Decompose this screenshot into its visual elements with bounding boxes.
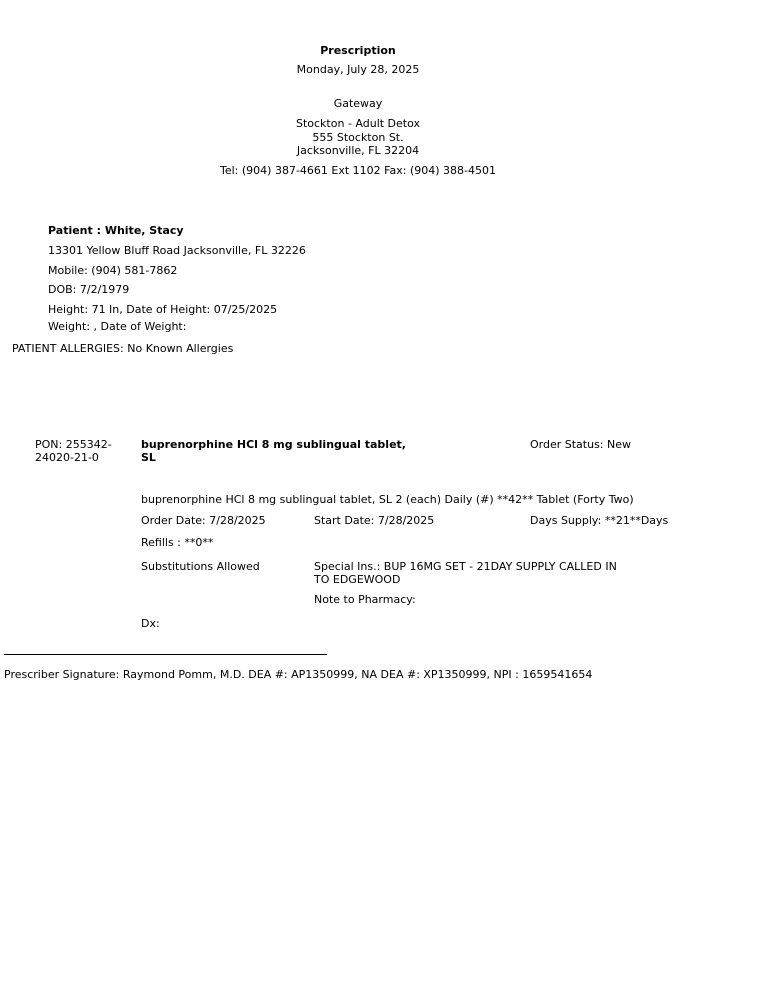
- patient-weight: Weight: , Date of Weight:: [48, 320, 187, 333]
- facility-address-line2: Jacksonville, FL 32204: [296, 144, 420, 157]
- special-instructions: Special Ins.: BUP 16MG SET - 21DAY SUPPLY CALLED IN TO EDGEWOOD: [314, 560, 617, 586]
- order-pon: PON: 255342-24020-21-0: [35, 438, 112, 464]
- note-to-pharmacy: Note to Pharmacy:: [314, 593, 416, 606]
- patient-dob: DOB: 7/2/1979: [48, 283, 130, 296]
- refills: Refills : **0**: [141, 536, 214, 549]
- order-date: Order Date: 7/28/2025: [141, 514, 266, 527]
- patient-mobile: Mobile: (904) 581-7862: [48, 264, 178, 277]
- patient-address: 13301 Yellow Bluff Road Jacksonville, FL 32226: [48, 244, 306, 257]
- patient-height: Height: 71 In, Date of Height: 07/25/2025: [48, 303, 278, 316]
- facility-name: Stockton - Adult Detox: [295, 117, 421, 130]
- substitutions: Substitutions Allowed: [141, 560, 260, 573]
- days-supply: Days Supply: **21**Days: [530, 514, 669, 527]
- document-title: Prescription: [320, 44, 396, 57]
- facility-contact: Tel: (904) 387-4661 Ext 1102 Fax: (904) 388-4501: [220, 164, 496, 177]
- organization-name: Gateway: [333, 97, 383, 110]
- sig-instructions: buprenorphine HCl 8 mg sublingual tablet, SL 2 (each) Daily (#) **42** Tablet (Forty Two): [141, 493, 634, 506]
- facility-address-line1: 555 Stockton St.: [312, 131, 404, 144]
- signature-line: [4, 654, 327, 655]
- prescriber-signature: Prescriber Signature: Raymond Pomm, M.D. DEA #: AP1350999, NA DEA #: XP1350999, NPI : 1659541654: [4, 668, 593, 681]
- drug-name: buprenorphine HCl 8 mg sublingual tablet, SL: [141, 438, 406, 464]
- document-date: Monday, July 28, 2025: [296, 63, 420, 76]
- start-date: Start Date: 7/28/2025: [314, 514, 435, 527]
- patient-allergies: PATIENT ALLERGIES: No Known Allergies: [12, 342, 234, 355]
- order-status: Order Status: New: [530, 438, 632, 451]
- patient-name: Patient : White, Stacy: [48, 224, 184, 237]
- diagnosis: Dx:: [141, 617, 160, 630]
